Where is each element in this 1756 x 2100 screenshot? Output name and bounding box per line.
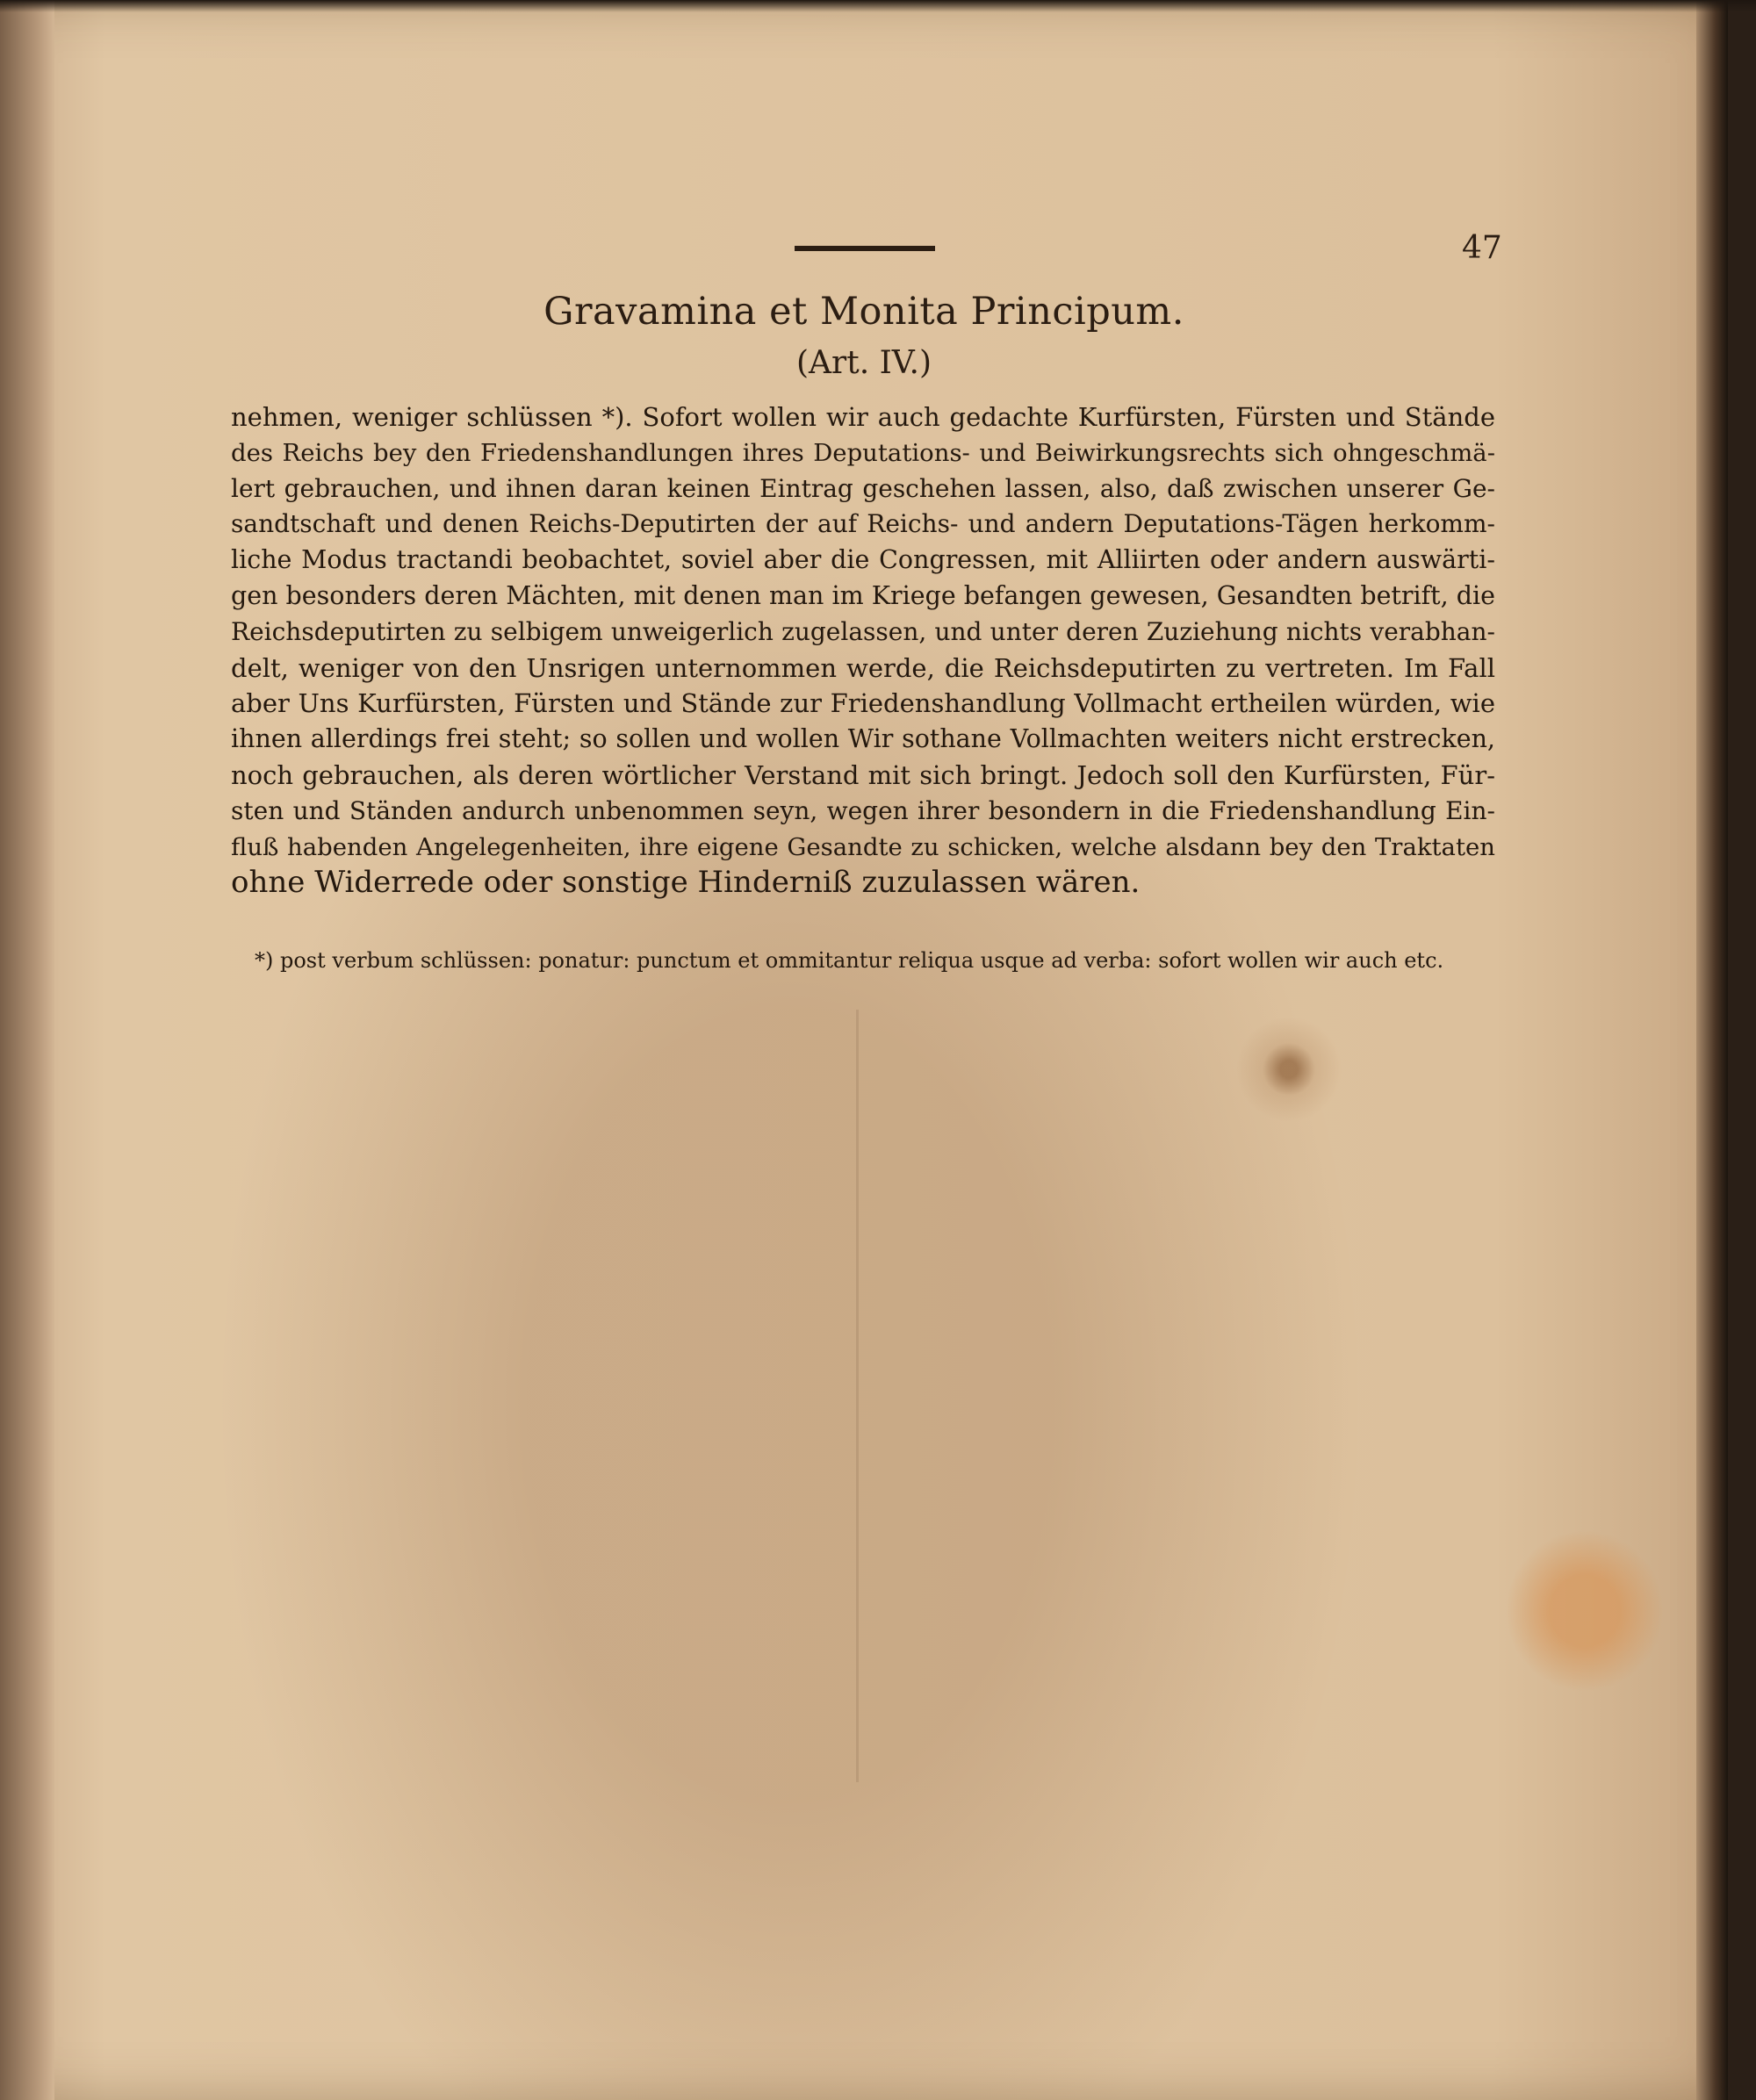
text-line: ihnen allerdings frei steht; so sollen und wollen Wir sothane Vollmachten weiters nicht erstrecken, [231, 724, 1495, 754]
text-line: nehmen, weniger schlüssen *). Sofort wollen wir auch gedachte Kurfürsten, Fürsten und Stände [231, 402, 1495, 432]
body-paragraph [231, 399, 1495, 901]
header-rule [795, 246, 935, 251]
text-line: Reichsdeputirten zu selbigem unweigerlich zugelassen, und unter deren Zuziehung nichts verabhan- [231, 616, 1495, 646]
text-line: sten und Ständen andurch unbenommen seyn, wegen ihrer besondern in die Friedenshandlung Ein- [231, 795, 1495, 825]
page-number: 47 [1462, 230, 1502, 266]
footnote: *) post verbum schlüssen: ponatur: punctum et ommitantur reliqua usque ad verba: sofort wollen wir auch etc. [255, 948, 1444, 973]
text-line: lert gebrauchen, und ihnen daran keinen Eintrag geschehen lassen, also, daß zwischen unserer Ge- [231, 473, 1495, 503]
bleed-through-column-rule [856, 1010, 859, 1782]
page-title: Gravamina et Monita Principum. [543, 290, 1184, 334]
text-line: gen besonders deren Mächten, mit denen man im Kriege befangen gewesen, Gesandten betrift, die [231, 580, 1495, 610]
text-line: delt, weniger von den Unsrigen unternommen werde, die Reichsdeputirten zu vertreten. Im Fall [231, 652, 1495, 683]
text-line: noch gebrauchen, als deren wörtlicher Verstand mit sich bringt. Jedoch soll den Kurfürsten, Für- [231, 759, 1495, 790]
text-line: fluß habenden Angelegenheiten, ihre eigene Gesandte zu schicken, welche alsdann bey den Traktaten [231, 832, 1495, 861]
top-edge-shadow [0, 0, 1756, 12]
text-line: liche Modus tractandi beobachtet, soviel aber die Congressen, mit Alliirten oder andern auswärti- [231, 545, 1495, 575]
text-line: aber Uns Kurfürsten, Fürsten und Stände zur Friedenshandlung Vollmacht ertheilen würden, wie [231, 688, 1495, 719]
page-subtitle: (Art. IV.) [795, 345, 932, 381]
text-line: sandtschaft und denen Reichs-Deputirten der auf Reichs- und andern Deputations-Tägen herkomm- [231, 509, 1495, 539]
text-line: des Reichs bey den Friedenshandlungen ihres Deputations- und Beiwirkungsrechts sich ohngeschmä- [231, 438, 1495, 467]
text-line: ohne Widerrede oder sonstige Hinderniß zuzulassen wären. [231, 865, 1141, 901]
